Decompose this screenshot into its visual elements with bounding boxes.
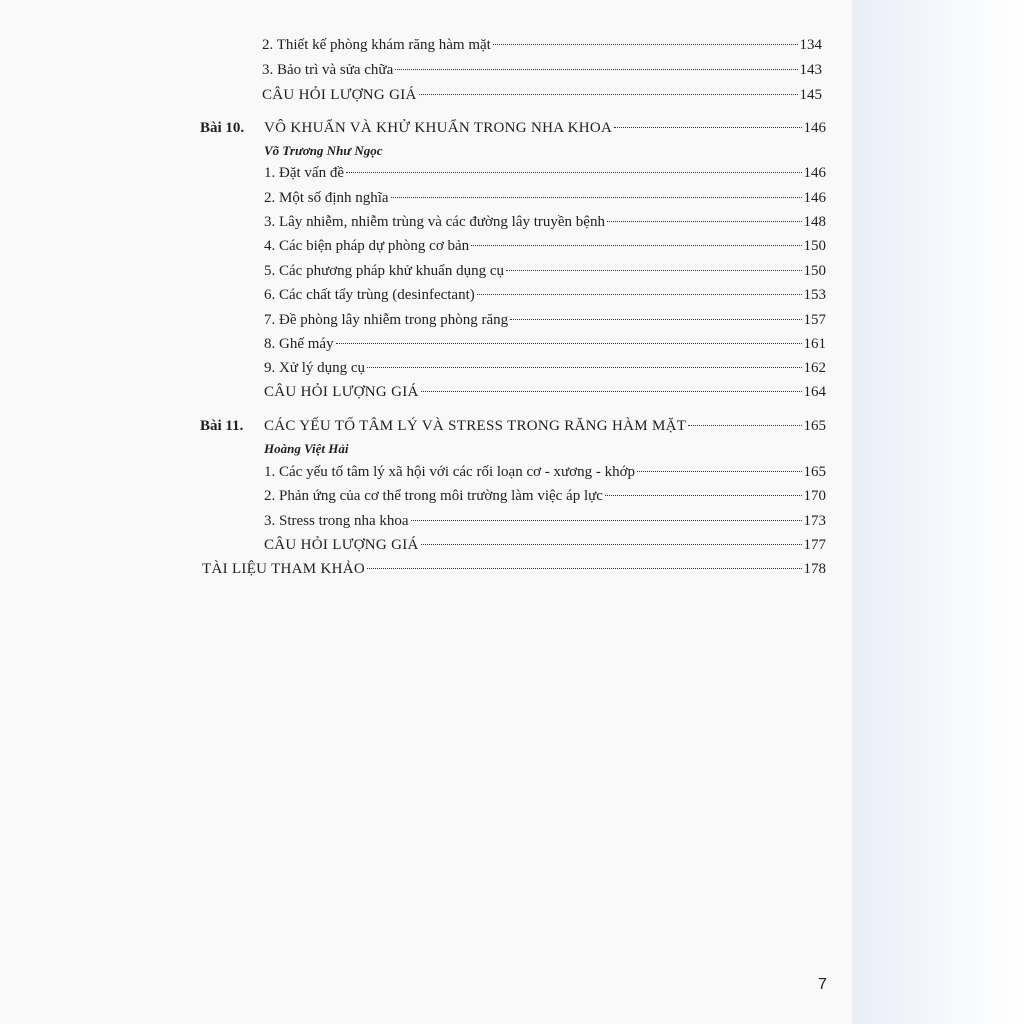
toc-entry-page: 161 bbox=[803, 336, 826, 352]
page-margin bbox=[852, 0, 1024, 1024]
toc-entry-page: 173 bbox=[803, 513, 826, 529]
toc-entry-text: 7. Đề phòng lây nhiễm trong phòng răng bbox=[264, 312, 509, 328]
toc-entry-page: 146 bbox=[803, 165, 826, 181]
toc-entry bbox=[264, 189, 826, 207]
lesson-title-entry bbox=[264, 417, 826, 435]
toc-entry-text: 3. Lây nhiễm, nhiễm trùng và các đường lây truyền bệnh bbox=[264, 214, 605, 230]
toc-entry bbox=[264, 383, 826, 401]
toc-entry-page: 157 bbox=[803, 312, 826, 328]
toc-entry-text: 2. Thiết kế phòng khám răng hàm mặt bbox=[262, 37, 491, 53]
dot-leader bbox=[419, 94, 798, 95]
dot-leader bbox=[688, 425, 801, 426]
toc-entry-text: 5. Các phương pháp khử khuẩn dụng cụ bbox=[264, 263, 504, 279]
toc-entry-page: 177 bbox=[803, 537, 826, 553]
toc-entry bbox=[264, 463, 826, 481]
dot-leader bbox=[421, 391, 802, 392]
dot-leader bbox=[411, 520, 802, 521]
dot-leader bbox=[477, 294, 802, 295]
dot-leader bbox=[367, 568, 801, 569]
toc-entry-text: 1. Các yếu tố tâm lý xã hội với các rối loạn cơ - xương - khớp bbox=[264, 464, 636, 480]
toc-entry-text: 9. Xử lý dụng cụ bbox=[264, 360, 366, 376]
toc-entry bbox=[262, 61, 822, 79]
dot-leader bbox=[506, 270, 802, 271]
dot-leader bbox=[605, 495, 802, 496]
lesson-author: Hoàng Việt Hải bbox=[264, 441, 349, 456]
toc-entry bbox=[262, 36, 822, 54]
dot-leader bbox=[493, 44, 798, 45]
toc-entry-page: 146 bbox=[803, 190, 826, 206]
toc-entry bbox=[264, 487, 826, 505]
toc-entry-text: 2. Một số định nghĩa bbox=[264, 190, 389, 206]
dot-leader bbox=[421, 544, 802, 545]
dot-leader bbox=[607, 221, 802, 222]
toc-entry bbox=[264, 237, 826, 255]
toc-entry-page: 143 bbox=[799, 62, 822, 78]
lesson-title: CÁC YẾU TỐ TÂM LÝ VÀ STRESS TRONG RĂNG HÀM MẶT bbox=[264, 418, 687, 434]
toc-entry bbox=[264, 213, 826, 231]
toc-entry-page: 134 bbox=[799, 37, 822, 53]
toc-entry bbox=[264, 262, 826, 280]
lesson-title: VÔ KHUẨN VÀ KHỬ KHUẨN TRONG NHA KHOA bbox=[264, 120, 613, 136]
dot-leader bbox=[395, 69, 797, 70]
toc-entry-page: 162 bbox=[803, 360, 826, 376]
toc-entry-text: CÂU HỎI LƯỢNG GIÁ bbox=[262, 87, 417, 103]
page-number: 7 bbox=[818, 976, 827, 993]
toc-entry-page: 153 bbox=[803, 287, 826, 303]
lesson-title-entry bbox=[264, 119, 826, 137]
dot-leader bbox=[637, 471, 801, 472]
toc-entry bbox=[264, 536, 826, 554]
toc-entry bbox=[264, 164, 826, 182]
toc-entry-text: 3. Stress trong nha khoa bbox=[264, 513, 409, 529]
toc-entry-text: 6. Các chất tẩy trùng (desinfectant) bbox=[264, 287, 475, 303]
toc-entry-page: 148 bbox=[803, 214, 826, 230]
toc-entry-page: 150 bbox=[803, 238, 826, 254]
dot-leader bbox=[391, 197, 802, 198]
toc-entry-page: 164 bbox=[803, 384, 826, 400]
toc-entry bbox=[264, 512, 826, 530]
toc-entry-text: CÂU HỎI LƯỢNG GIÁ bbox=[264, 537, 419, 553]
dot-leader bbox=[346, 172, 802, 173]
dot-leader bbox=[367, 367, 801, 368]
dot-leader bbox=[336, 343, 802, 344]
toc-entry bbox=[264, 359, 826, 377]
dot-leader bbox=[614, 127, 801, 128]
toc-entry-text: TÀI LIỆU THAM KHẢO bbox=[202, 561, 366, 577]
toc-entry-text: 8. Ghế máy bbox=[264, 336, 334, 352]
toc-entry-text: 2. Phản ứng của cơ thể trong môi trường làm việc áp lực bbox=[264, 488, 603, 504]
dot-leader bbox=[471, 245, 801, 246]
toc-entry-text: 1. Đặt vấn đề bbox=[264, 165, 344, 181]
toc-entry bbox=[264, 335, 826, 353]
lesson-label: Bài 10. bbox=[200, 120, 245, 136]
dot-leader bbox=[510, 319, 801, 320]
toc-references-entry bbox=[202, 560, 826, 578]
lesson-page: 146 bbox=[803, 120, 826, 136]
lesson-author: Võ Trương Như Ngọc bbox=[264, 143, 383, 158]
lesson-label: Bài 11. bbox=[200, 418, 244, 434]
toc-entry bbox=[262, 86, 822, 104]
toc-entry bbox=[264, 286, 826, 304]
lesson-page: 165 bbox=[803, 418, 826, 434]
toc-entry-page: 150 bbox=[803, 263, 826, 279]
toc-entry-text: 3. Bảo trì và sửa chữa bbox=[262, 62, 394, 78]
toc-entry bbox=[264, 311, 826, 329]
toc-entry-page: 145 bbox=[799, 87, 822, 103]
toc-entry-text: CÂU HỎI LƯỢNG GIÁ bbox=[264, 384, 419, 400]
toc-entry-text: 4. Các biện pháp dự phòng cơ bản bbox=[264, 238, 470, 254]
toc-entry-page: 170 bbox=[803, 488, 826, 504]
toc-entry-page: 165 bbox=[803, 464, 826, 480]
toc-entry-page: 178 bbox=[803, 561, 826, 577]
